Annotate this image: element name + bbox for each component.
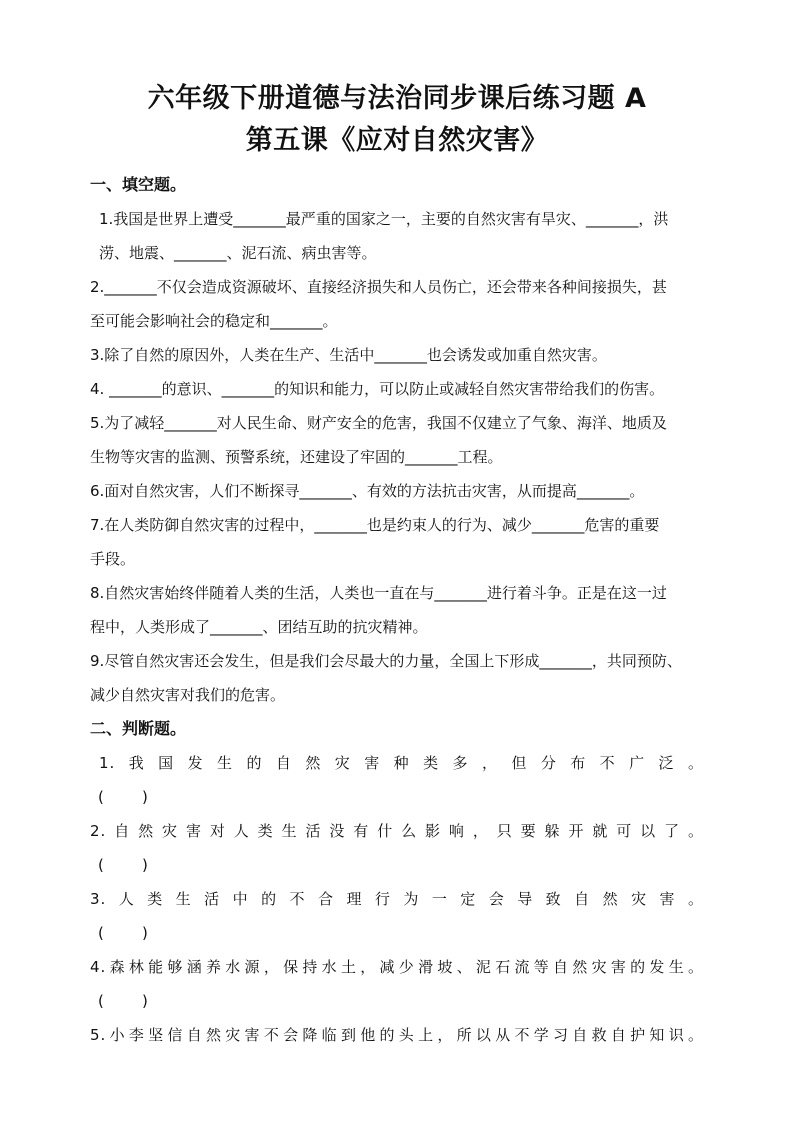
fill-blank-question-4: 4. _______的意识、_______的知识和能力，可以防止或减轻自然灾害带给我们的伤害。: [90, 380, 665, 398]
section-fill-blank-heading: 一、填空题。: [90, 175, 187, 194]
true-false-question-4: 4.森林能够涵养水源，保持水土，减少滑坡、泥石流等自然灾害的发生。 ( ): [90, 950, 704, 1018]
fill-blank-question-9: 9.尽管自然灾害还会发生，但是我们会尽最大的力量，全国上下形成_______，共同预防、 减少自然灾害对我们的危害。: [90, 652, 682, 704]
answer-parentheses[interactable]: ( ): [98, 992, 148, 1010]
answer-parentheses[interactable]: ( ): [98, 856, 148, 874]
answer-parentheses[interactable]: ( ): [98, 788, 148, 806]
answer-parentheses[interactable]: ( ): [98, 924, 148, 942]
fill-blank-question-1: 1.我国是世界上遭受_______最严重的国家之一，主要的自然灾害有旱灾、_______，洪 涝、地震、_______、泥石流、病虫害等。: [99, 210, 669, 262]
page-title: 六年级下册道德与法治同步课后练习题 A: [147, 83, 647, 114]
section-true-false-heading: 二、判断题。: [90, 719, 187, 738]
fill-blank-question-5: 5.为了减轻_______对人民生命、财产安全的危害，我国不仅建立了气象、海洋、地质及 生物等灾害的监测、预警系统，还建设了牢固的_______工程。: [90, 414, 667, 466]
page-subtitle: 第五课《应对自然灾害》: [245, 125, 549, 156]
fill-blank-question-3: 3.除了自然的原因外，人类在生产、生活中_______也会诱发或加重自然灾害。: [90, 346, 607, 364]
fill-blank-question-2: 2._______不仅会造成资源破坏、直接经济损失和人员伤亡，还会带来各种间接损失，甚 至可能会影响社会的稳定和_______。: [90, 278, 667, 330]
true-false-question-2: 2.自然灾害对人类生活没有什么影响，只要躲开就可以了。 ( ): [90, 814, 704, 882]
true-false-question-3: 3.人类生活中的不合理行为一定会导致自然灾害。 ( ): [90, 882, 704, 950]
true-false-question-5: 5.小李坚信自然灾害不会降临到他的头上，所以从不学习自救自护知识。: [90, 1026, 704, 1044]
fill-blank-question-7: 7.在人类防御自然灾害的过程中，_______也是约束人的行为、减少_______危害的重要 手段。: [90, 516, 660, 568]
fill-blank-question-6: 6.面对自然灾害，人们不断探寻_______、有效的方法抗击灾害，从而提高_______。: [90, 482, 645, 500]
fill-blank-question-8: 8.自然灾害始终伴随着人类的生活，人类也一直在与_______进行着斗争。正是在这一过 程中，人类形成了_______、团结互助的抗灾精神。: [90, 584, 667, 636]
true-false-question-1: 1.我国发生的自然灾害种类多，但分布不广泛。 ( ): [90, 746, 704, 814]
